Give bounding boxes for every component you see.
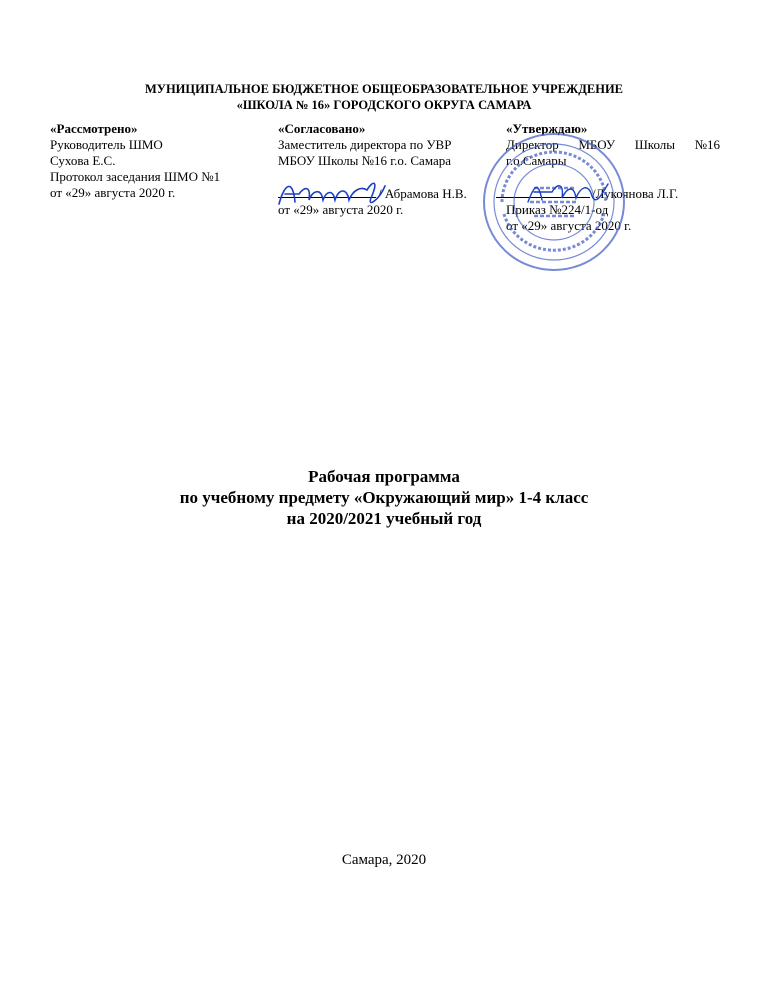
agreed-date: от «29» августа 2020 г.	[278, 202, 404, 217]
agreed-position: Заместитель директора по УВР	[278, 137, 452, 152]
agreed-signature-name: / Абрамова Н.В.	[378, 186, 467, 201]
document-title	[0, 466, 768, 529]
approved-date: от «29» августа 2020 г.	[506, 218, 632, 233]
reviewed-title: «Рассмотрено»	[50, 121, 138, 136]
document-title-line-3: на 2020/2021 учебный год	[286, 509, 482, 528]
approved-position-word-4: №16	[694, 137, 720, 152]
reviewed-position: Руководитель ШМО	[50, 137, 163, 152]
institution-header	[0, 81, 768, 113]
reviewed-protocol: Протокол заседания ШМО №1	[50, 169, 221, 184]
reviewed-name: Сухова Е.С.	[50, 153, 116, 168]
reviewed-date: от «29» августа 2020 г.	[50, 185, 176, 200]
approved-position-word-3: Школы	[634, 137, 676, 152]
approved-position-word-2: МБОУ	[578, 137, 616, 152]
abramova-signature-icon	[275, 176, 387, 212]
approved-city: г.о.Самары	[506, 153, 567, 168]
document-title-line-2: по учебному предмету «Окружающий мир» 1-4 класс	[179, 488, 589, 507]
agreed-title: «Согласовано»	[278, 121, 366, 136]
header-line-1: МУНИЦИПАЛЬНОЕ БЮДЖЕТНОЕ ОБЩЕОБРАЗОВАТЕЛЬНОЕ УЧРЕЖДЕНИЕ	[144, 82, 624, 96]
approved-title: «Утверждаю»	[506, 121, 588, 136]
document-title-line-1: Рабочая программа	[308, 467, 460, 486]
header-line-2: «ШКОЛА № 16» ГОРОДСКОГО ОКРУГА САМАРА	[236, 98, 532, 112]
director-signature-icon	[522, 176, 612, 210]
agreed-school: МБОУ Школы №16 г.о. Самара	[278, 153, 452, 168]
place-year: Самара, 2020	[341, 852, 427, 868]
approved-order: Приказ №224/1-од	[506, 202, 609, 217]
approved-signature-name: /Лукоянова Л.Г.	[592, 186, 679, 201]
reviewed-block	[50, 121, 220, 201]
approved-position-word-1: Директор	[506, 137, 559, 152]
